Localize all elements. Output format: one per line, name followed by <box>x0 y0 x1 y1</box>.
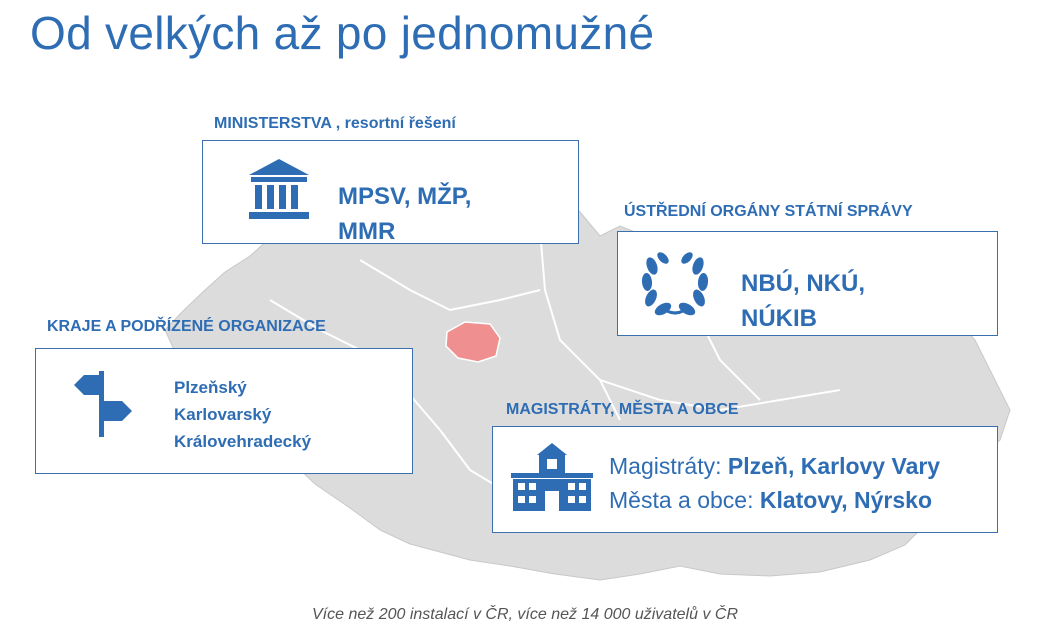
kraje-item-1: Plzeňský <box>174 378 247 397</box>
magistraty-row2-value: Klatovy, Nýrsko <box>759 487 932 513</box>
magistraty-row1-value: Plzeň, Karlovy Vary <box>727 453 941 479</box>
laurel-wreath-icon <box>638 246 712 320</box>
signpost-icon <box>72 371 132 439</box>
ustredni-line1: NBÚ, NKÚ, <box>741 270 865 297</box>
ustredni-line2: NÚKIB <box>741 305 817 332</box>
kraje-item-2: Karlovarský <box>174 405 272 424</box>
magistraty-row1-label: Magistráty: <box>609 453 728 479</box>
magistraty-row2 <box>609 483 932 517</box>
ministerstva-line2: MMR <box>338 218 396 245</box>
ministerstva-label: MINISTERSTVA , resortní řešení <box>214 115 456 132</box>
kraje-box <box>35 348 413 474</box>
magistraty-label: MAGISTRÁTY, MĚSTA A OBCE <box>506 401 739 418</box>
ustredni-box <box>617 231 998 336</box>
ministerstva-box <box>202 140 579 244</box>
page-title: Od velkých až po jednomužné <box>30 7 655 59</box>
kraje-label: KRAJE A PODŘÍZENÉ ORGANIZACE <box>47 318 326 335</box>
magistraty-row1 <box>609 449 940 483</box>
magistraty-row2-label: Města a obce: <box>609 487 760 513</box>
building-columns-icon <box>247 159 311 221</box>
kraje-item-3: Královehradecký <box>174 432 312 451</box>
town-hall-icon <box>511 441 593 513</box>
footer-note: Více než 200 instalací v ČR, více než 14 000 uživatelů v ČR <box>312 606 738 623</box>
ustredni-label: ÚSTŘEDNÍ ORGÁNY STÁTNÍ SPRÁVY <box>624 203 913 220</box>
magistraty-box <box>492 426 998 533</box>
ministerstva-line1: MPSV, MŽP, <box>338 183 472 210</box>
